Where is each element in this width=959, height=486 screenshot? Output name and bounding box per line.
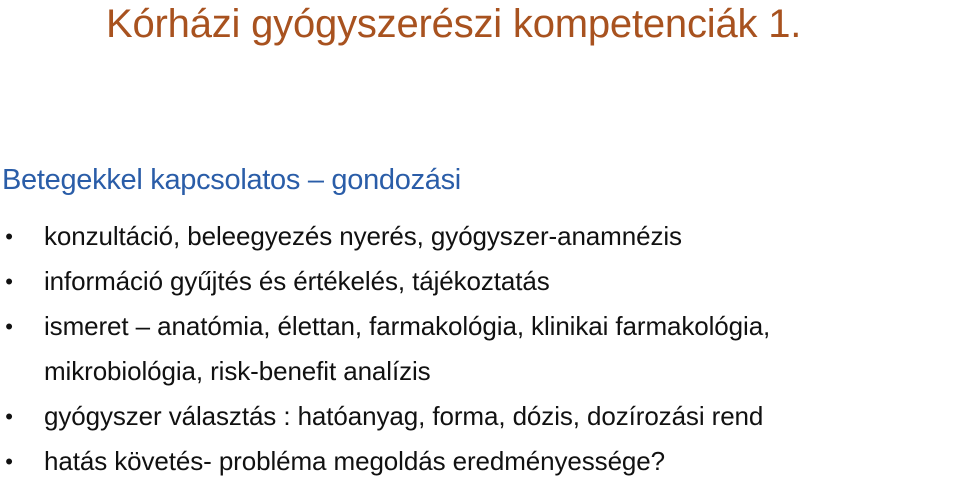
list-item-text: információ gyűjtés és értékelés, tájékoztatás bbox=[44, 266, 550, 296]
bullet-list bbox=[0, 214, 959, 484]
bullet-icon: • bbox=[5, 314, 13, 339]
list-item bbox=[0, 259, 959, 304]
section-heading: Betegekkel kapcsolatos – gondozási bbox=[2, 164, 461, 196]
list-item bbox=[0, 214, 959, 259]
slide-title: Kórházi gyógyszerészi kompetenciák 1. bbox=[106, 2, 802, 46]
bullet-icon: • bbox=[5, 224, 13, 249]
bullet-icon: • bbox=[5, 269, 13, 294]
list-item-text: gyógyszer választás : hatóanyag, forma, dózis, dozírozási rend bbox=[44, 401, 764, 431]
list-item bbox=[0, 304, 804, 394]
list-item-text: hatás követés- probléma megoldás eredményessége? bbox=[44, 446, 666, 476]
list-item bbox=[0, 394, 959, 439]
bullet-icon: • bbox=[5, 404, 13, 429]
list-item bbox=[0, 439, 959, 484]
bullet-icon: • bbox=[5, 449, 13, 474]
list-item-text: konzultáció, beleegyezés nyerés, gyógyszer-anamnézis bbox=[44, 221, 682, 251]
list-item-text: ismeret – anatómia, élettan, farmakológia, klinikai farmakológia, mikrobiológia, risk-benefit analízis bbox=[44, 311, 771, 386]
